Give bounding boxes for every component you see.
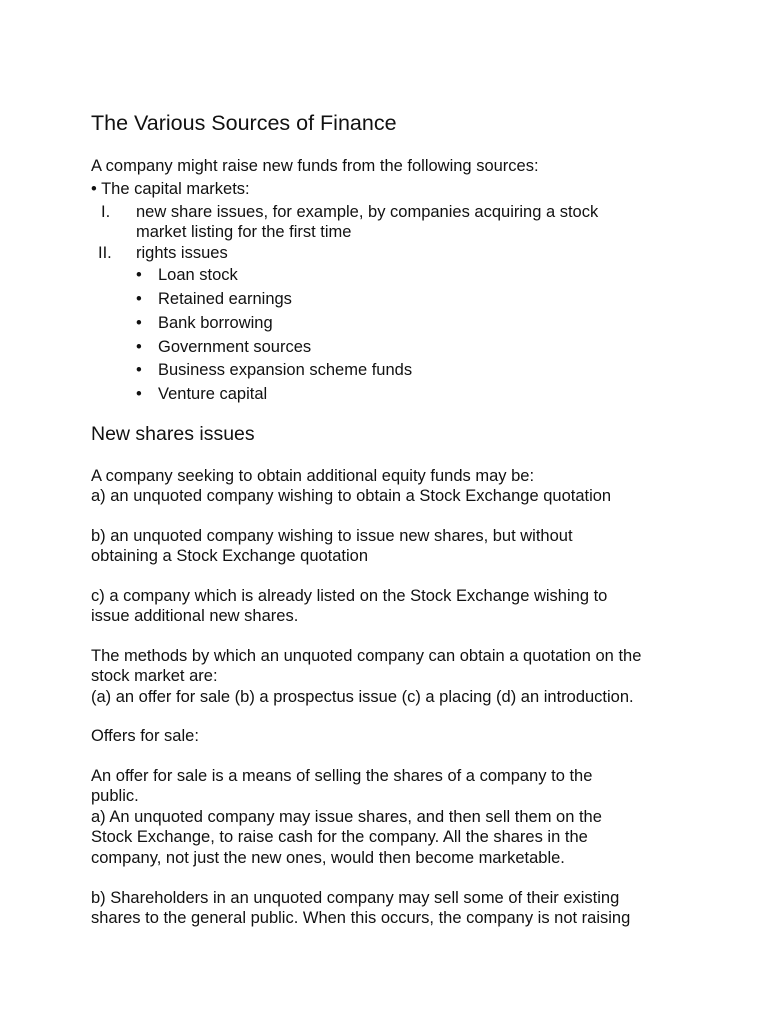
capital-markets-label: • The capital markets: bbox=[91, 180, 250, 198]
roman-item-1-line-2: market listing for the first time bbox=[136, 223, 352, 241]
bullet-item-bank-borrowing: Bank borrowing bbox=[158, 314, 273, 332]
roman-marker-2: II. bbox=[98, 244, 112, 262]
bullet-marker: • bbox=[136, 314, 142, 332]
paragraph-line: company, not just the new ones, would then become marketable. bbox=[91, 849, 565, 867]
paragraph-line: stock market are: bbox=[91, 667, 218, 685]
roman-item-1-line-1: new share issues, for example, by companies acquiring a stock bbox=[136, 203, 599, 221]
paragraph-line: b) Shareholders in an unquoted company may sell some of their existing bbox=[91, 889, 620, 907]
paragraph-line: (a) an offer for sale (b) a prospectus issue (c) a placing (d) an introduction. bbox=[91, 688, 634, 706]
paragraph-line: c) a company which is already listed on the Stock Exchange wishing to bbox=[91, 587, 608, 605]
bullet-item-government-sources: Government sources bbox=[158, 338, 312, 356]
paragraph-line: The methods by which an unquoted company can obtain a quotation on the bbox=[91, 647, 642, 665]
bullet-item-loan-stock: Loan stock bbox=[158, 266, 238, 284]
bullet-item-venture-capital: Venture capital bbox=[158, 385, 268, 403]
bullet-marker: • bbox=[136, 266, 142, 284]
bullet-item-retained-earnings: Retained earnings bbox=[158, 290, 292, 308]
paragraph-line: Offers for sale: bbox=[91, 727, 199, 745]
bullet-marker: • bbox=[136, 385, 142, 403]
paragraph-line: issue additional new shares. bbox=[91, 607, 299, 625]
roman-item-2-line-1: rights issues bbox=[136, 244, 228, 262]
bullet-item-business-expansion: Business expansion scheme funds bbox=[158, 361, 413, 379]
paragraph-line: a) an unquoted company wishing to obtain a Stock Exchange quotation bbox=[91, 487, 612, 505]
intro-text: A company might raise new funds from the following sources: bbox=[91, 157, 539, 175]
paragraph-line: Stock Exchange, to raise cash for the company. All the shares in the bbox=[91, 828, 588, 846]
bullet-marker: • bbox=[136, 290, 142, 308]
roman-marker-1: I. bbox=[101, 203, 111, 221]
section-heading: New shares issues bbox=[91, 423, 255, 445]
paragraph-line: obtaining a Stock Exchange quotation bbox=[91, 547, 369, 565]
bullet-marker: • bbox=[136, 361, 142, 379]
paragraph-line: b) an unquoted company wishing to issue new shares, but without bbox=[91, 527, 573, 545]
paragraph-line: a) An unquoted company may issue shares, and then sell them on the bbox=[91, 808, 602, 826]
bullet-marker: • bbox=[136, 338, 142, 356]
paragraph-line: public. bbox=[91, 787, 139, 805]
paragraph-line: shares to the general public. When this occurs, the company is not raising bbox=[91, 909, 631, 927]
paragraph-line: An offer for sale is a means of selling the shares of a company to the bbox=[91, 767, 593, 785]
document-title: The Various Sources of Finance bbox=[91, 111, 397, 135]
paragraph-line: A company seeking to obtain additional equity funds may be: bbox=[91, 467, 535, 485]
